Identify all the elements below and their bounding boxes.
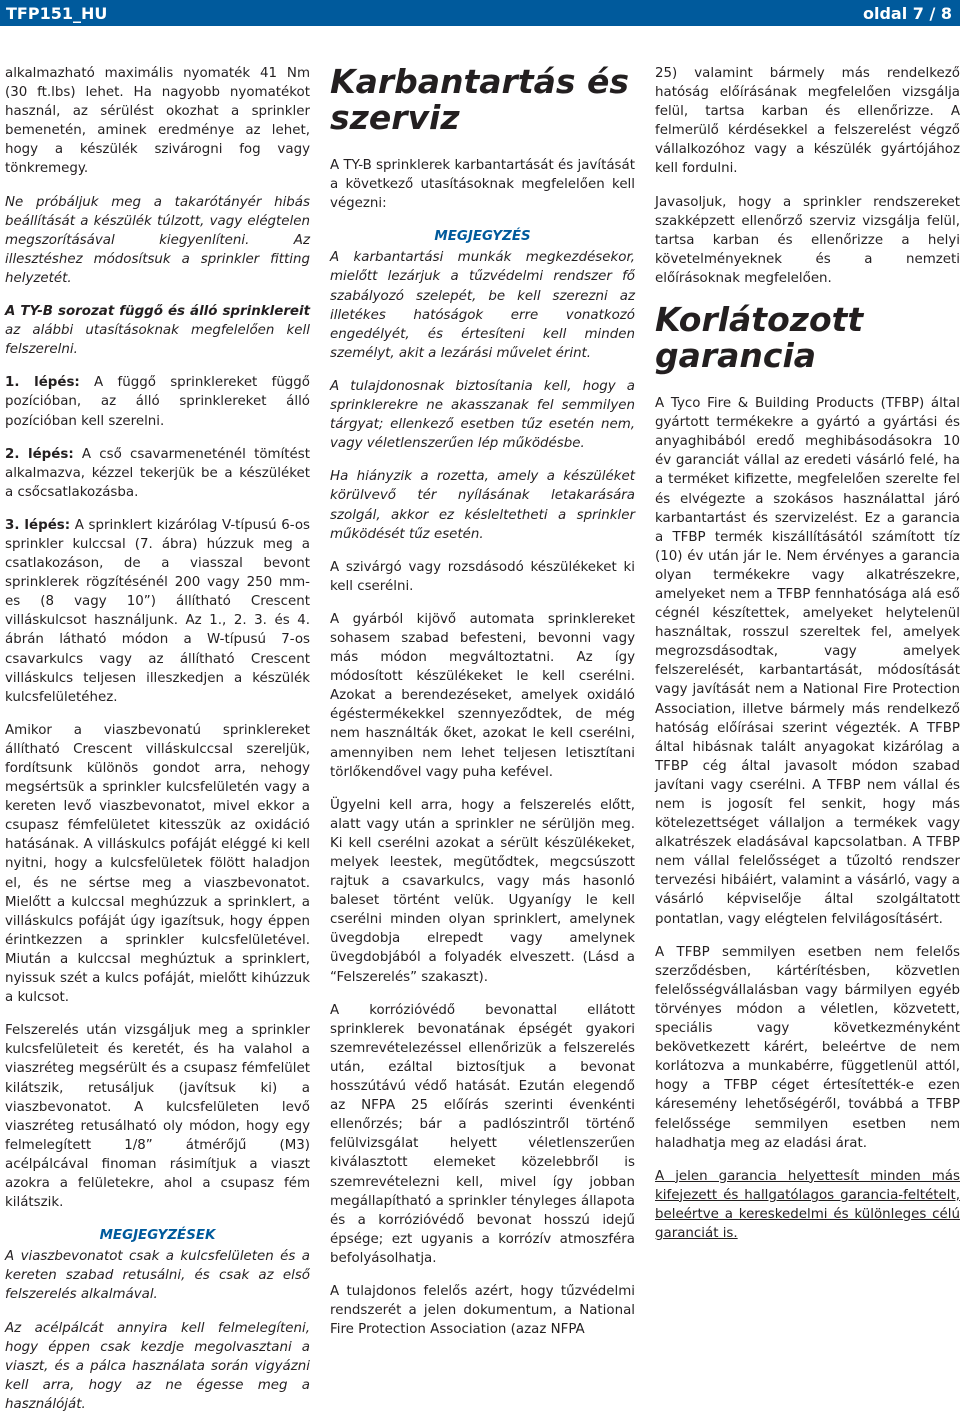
note: A karbantartási munkák megkezdésekor, mielőtt lezárjuk a tűzvédelmi rendszer fő szabályozó szelepét, be kell szerezni az illetékes hatóságok erre vonatkozó engedélyét, és értesíteni kell minden személyt, akit a lezárási művelet érint. <box>330 250 635 361</box>
italic-paragraph: Ne próbáljuk meg a takarótányér hibás beállítását a készülék túlzott, vagy elégtelen megszorításával kiegyenlíteni. Az illesztéshez módosítsuk a sprinkler fitting helyzetét. <box>5 194 310 286</box>
paragraph: alkalmazható maximális nyomaték 41 Nm (30 ft.lbs) lehet. Ha nagyobb nyomatékot használ, az sérülést okozhat a sprinkler bemenetén, aminek eredménye az lehet, hogy a készülék szivárogni fog vagy tönkremegy. <box>5 66 310 177</box>
paragraph: Felszerelés után vizsgáljuk meg a sprinkler kulcsfelületeit és keretét, és ha valahol a viaszréteg megsérült és a csupasz fémfelület kilátszik, retusáljuk (javítsuk ki) a viaszbevonatot. A kulcsfelületen levő viaszréteg retusálható oly módon, hogy egy felmelegített 1/8” átmérőjű (M3) acélpálcával finoman rásimítjuk a viaszt azokra a felületekre, ahol a csupasz fém kilátszik. <box>5 1023 310 1211</box>
paragraph: A szivárgó vagy rozsdásodó készülékeket ki kell cserélni. <box>330 559 635 594</box>
page-header <box>0 0 960 26</box>
paragraph: A korrózióvédő bevonattal ellátott sprinklerek bevonatának épségét gyakori szemrevételezéssel ellenőrizük a felszerelés után, ezáltal biztosítjuk a bevonat hosszútávú védő hatását. Ezután elegendő az NFPA 25 előírás szerinti évenkénti ellenőrzés; bár a padlószintről történő felülvizsgálat helyett véletlenszerűen kiválasztott elemeket közelebbről is szemrevételezni kell, mivel így jobban megállapítható a sprinkler tényleges állapota és a korrózióvédő bevonat hosszú idejű épsége; ezt ugyanis a korrózív atmoszféra befolyásolhatja. <box>330 1002 635 1266</box>
install-intro-bold: A TY-B sorozat függő és álló sprinklereit <box>5 304 310 320</box>
step-1-label: 1. lépés: <box>5 375 80 391</box>
paragraph: 25) valamint bármely más rendelkező hatóság előírásának megfelelően vizsgálja felül, tartsa karban és ellenőrizze. A felmerülő kérdésekkel a felszerelést végző vállalkozóhoz vagy a készülék gyártójához kell fordulni. <box>655 66 960 177</box>
note: A tulajdonosnak biztosítania kell, hogy a sprinklerekre ne akasszanak fel semmilyen tárgyat; ellenkező esetben tűz esetén nem, vagy véletlenszerűen lép működésbe. <box>330 378 635 452</box>
step-3-text: A sprinklert kizárólag V-típusú 6-os sprinkler kulccsal (7. ábra) húzzuk meg a csatlakozáson, de a viasszal bevont sprinklerek rögzítésénél 200 vagy 250 mm-es (8 vagy 10”) állítható Crescent villáskulcsot használjunk. Az 1., 2. 3. és 4. ábrán látható módon a W-típusú 7-os csavarkulcs vagy az állítható Crescent villáskulcs teljesen illeszkedjen a készülék kulcsfelületéhez. <box>5 517 310 705</box>
note: A viaszbevonatot csak a kulcsfelületen és a kereten szabad retusálni, és csak az első felszerelés alkalmával. <box>5 1249 310 1303</box>
paragraph: Javasoljuk, hogy a sprinkler rendszereket szakképzett ellenőrző szerviz vizsgálja felül, tartsa karban és ellenőrizze a helyi követelményeknek és a nemzeti előírásoknak megfelelően. <box>655 194 960 286</box>
step-3-label: 3. lépés: <box>5 517 71 533</box>
maintenance-heading: Karbantartás és szerviz <box>330 62 630 137</box>
paragraph: A gyárból kijövő automata sprinklereket sohasem szabad befesteni, bevonni vagy más módon megváltoztatni. Az így módosított készülékeket le kell cserélni. Azokat a berendezéseket, amelyek oxidáló égéstermékekkel szennyeződtek, de még nem használták őket, azokat le kell cserélni, amennyiben nem lehet teljesen letisztítani törlőkendővel vagy puha kefével. <box>330 611 635 780</box>
step-2-text: A cső csavarmenetén​él tömítést alkalmazva, kézzel tekerjük be a készüléket a csőcsatlakozásba. <box>5 446 311 500</box>
paragraph: A Tyco Fire & Building Products (TFBP) által gyártott termékekre a gyártó a gyártási és anyaghibából eredő meghibásodásokra 10 év garanciát vállal az eredeti vásárló felé, ha a terméket kifizette, megfelelően szerelte fel és elvégezte a szokásos használattal járó karbantartást és szervizelést. Ez a garancia a TFBP termék kiszállításától számított tíz (10) év után jár le. Nem érvényes a garancia olyan termékekre vagy alkatrészekre, amelyeket nem a TFBP fennhatósága alá eső cégnél készítettek, amelyeket helytelenül használtak, rosszul szereltek fel, amelyek megrozsdásodtak, vagy amelyek felszerelését, karbantartását, módosítását vagy javítását nem a National Fire Protection Association, illetve bármely más rendelkező hatóság előírásai szerint végezték. A TFBP által hibásnak talált anyagokat kizárólag a TFBP cég által javasolt módon szabad javítani vagy cserélni. A TFBP nem vállal és nem is jogosít fel senkit, hogy más kötelezettséget vállaljon a termékek vagy alkatrészek eladásával kapcsolatban. A TFBP nem vállal felelősséget a tűzoltó rendszer tervezési hibáiért, valamint a vásárló, vagy a vásárló képviselője által szolgáltatott pontatlan, vagy elégtelen felvilágosításért. <box>655 396 960 927</box>
warranty-heading: Korlátozott garancia <box>655 300 864 376</box>
install-intro-text: az alábbi utasításoknak megfelelően kell felszerelni. <box>5 323 310 358</box>
step-2 <box>5 445 310 502</box>
paragraph: Amikor a viaszbevonatú sprinklereket állítható Crescent villáskulccsal szereljük, fordítsunk különös gondot arra, nehogy megsértsük a sprinkler kulcsfelületén vagy a kereten levő viaszbevonatot, mivel ekkor a csupasz fémfelületet kitesszük az oxidáció hatásának. A villáskulcs pofáját eléggé ki kell nyitni, hogy a kulcsfelületek fölött haladjon el, és ne sértse meg a viaszbevonatot. Mielőtt a kulccsal meghúzzuk a sprinklert, a villáskulcs pofáját úgy igazítsuk, hogy éppen érintkezzen a sprinkler kulcsfelületével. Miután a kulccsal meghúztuk a sprinklert, nyissuk szét a kulcs pofáját, mielőtt kihúzzuk a kulcsot. <box>5 722 310 1006</box>
install-intro <box>5 302 310 359</box>
paragraph: A TY-B sprinklerek karbantartását és javítását a következő utasításoknak megfelelően kell végezni: <box>330 158 635 212</box>
notes-heading: MEGJEGYZÉSEK <box>99 1228 216 1244</box>
page-number: oldal 7 / 8 <box>862 4 952 23</box>
paragraph: A tulajdonos felelős azért, hogy tűzvédelmi rendszerét a jelen dokumentum, a National Fire Protection Association (azaz NFPA <box>330 1283 635 1338</box>
step-1 <box>5 373 310 430</box>
paragraph: Ügyelni kell arra, hogy a felszerelés előtt, alatt vagy után a sprinkler ne sérüljön meg. Ki kell cserélni azokat a sérült készülékeket, melyek leestek, megütődtek, megcsúszott rajtuk a csavarkulcs, vagy más hasonló baleset történt velük. Ugyanígy le kell cserélni minden olyan sprinklert, amelynek üvegdobja elrepedt vagy amelynek üvegdobjából a folyadék elveszett. (Lásd a “Felszerelés” szakaszt). <box>330 797 635 985</box>
note-heading: MEGJEGYZÉS <box>434 229 531 245</box>
document-code: TFP151_HU <box>6 4 108 23</box>
step-1-text: A függő sprinklereket függő pozícióban, az álló sprinklereket álló pozícióban kell szerelni. <box>5 375 310 429</box>
column-right <box>655 64 960 1257</box>
note: Az acélpálcát annyira kell felmelegíteni, hogy éppen csak kezdje megolvasztani a viaszt, és a pálca használata során vigyázni kell arra, hogy az ne égesse meg a használóját. <box>5 1320 310 1412</box>
step-2-label: 2. lépés: <box>5 446 74 462</box>
paragraph: A TFBP semmilyen esetben nem felelős szerződésben, kártérítésben, közvetlen felelősségvállalásban vagy bármilyen egyéb törvényes módon a véletlen, közvetett, speciális vagy következményként bekövetkezett kárért, beleértve de nem korlátozva a munkabérre, függetlenül attól, hogy a TFBP céget értesítették-e ezen káresemény lehetőségéről, továbbá a TFBP felelőssége semmilyen esetben nem haladhatja meg az eladási árat. <box>655 944 960 1151</box>
underlined-paragraph: A jelen garancia helyettesít minden más kifejezett és hallgatólagos garancia-feltételt, beleértve a kereskedelmi és különleges célú garanciát is. <box>655 1168 960 1241</box>
column-middle <box>330 64 635 1353</box>
step-3 <box>5 516 310 707</box>
note: Ha hiányzik a rozetta, amely a készüléket körülvevő tér nyílásának letakarására szolgál, akkor ez késleltetheti a sprinkler működését tűz esetén. <box>330 469 635 542</box>
column-left <box>5 64 310 1428</box>
